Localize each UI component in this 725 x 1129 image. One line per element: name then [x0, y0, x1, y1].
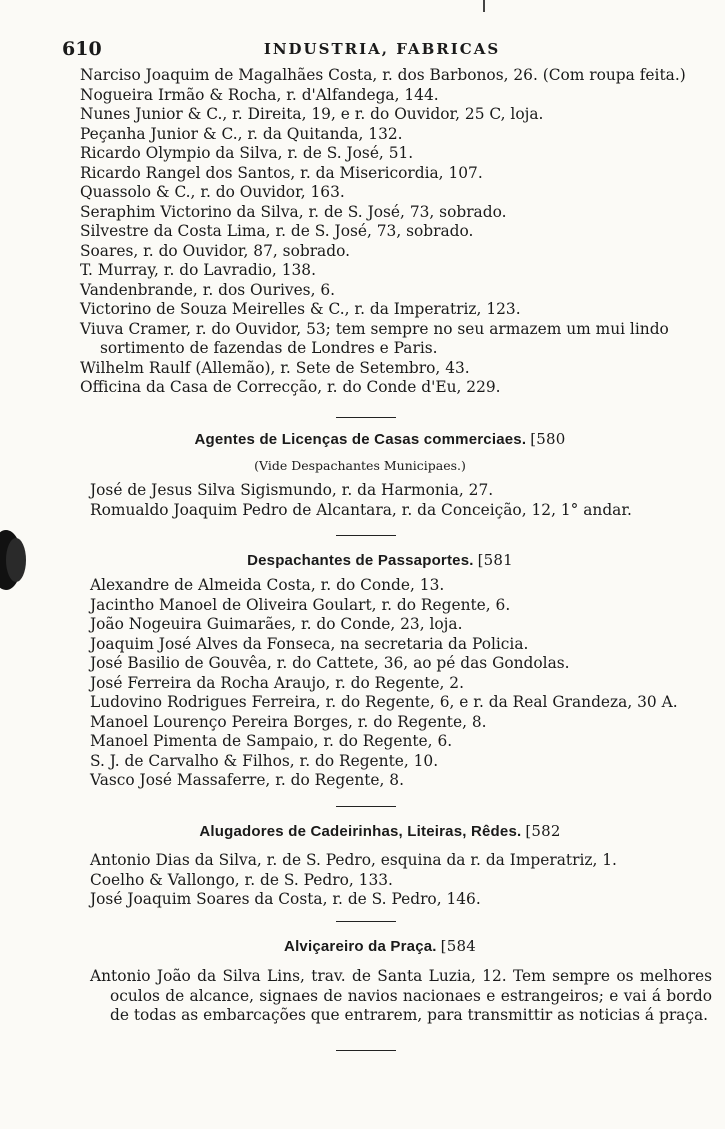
section-heading-582: [100, 822, 660, 840]
section-title: Despachantes de Passaportes.: [247, 552, 474, 569]
section-divider: [336, 417, 396, 418]
section-number: [581: [477, 551, 513, 569]
list-item: Antonio Dias da Silva, r. de S. Pedro, esquina da r. da Imperatriz, 1.: [90, 851, 617, 869]
section-title: Alugadores de Cadeirinhas, Liteiras, Rêdes.: [199, 823, 522, 840]
section-580-list: [90, 481, 720, 520]
list-item: S. J. de Carvalho & Filhos, r. do Regente, 10.: [90, 751, 439, 770]
list-item: Peçanha Junior & C., r. da Quitanda, 132.: [80, 124, 403, 143]
list-item: Coelho & Vallongo, r. de S. Pedro, 133.: [90, 870, 393, 889]
list-item: Joaquim José Alves da Fonseca, na secretaria da Policia.: [90, 634, 529, 653]
list-item: José Ferreira da Rocha Araujo, r. do Regente, 2.: [90, 673, 464, 692]
section-divider: [336, 921, 396, 922]
page-header: [62, 38, 702, 62]
list-item: Vasco José Massaferre, r. do Regente, 8.: [90, 771, 404, 789]
section-number: [580: [530, 430, 566, 448]
list-item: Romualdo Joaquim Pedro de Alcantara, r. da Conceição, 12, 1° andar.: [90, 500, 632, 519]
list-item: João Nogeuira Guimarães, r. do Conde, 23, loja.: [90, 615, 463, 633]
section-title: Alviçareiro da Praça.: [284, 938, 437, 955]
list-item: Soares, r. do Ouvidor, 87, sobrado.: [80, 241, 350, 260]
list-item: Jacintho Manoel de Oliveira Goulart, r. do Regente, 6.: [90, 595, 511, 614]
list-item: Wilhelm Raulf (Allemão), r. Sete de Setembro, 43.: [80, 358, 470, 377]
list-item: T. Murray, r. do Lavradio, 138.: [80, 261, 316, 279]
list-item: Manoel Lourenço Pereira Borges, r. do Regente, 8.: [90, 712, 487, 731]
section-heading-581: [100, 551, 660, 569]
list-item: Ricardo Olympio da Silva, r. de S. José, 51.: [80, 144, 414, 162]
list-item: Vandenbrande, r. dos Ourives, 6.: [80, 280, 336, 299]
list-item: Nunes Junior & C., r. Direita, 19, e r. do Ouvidor, 25 C, loja.: [80, 105, 544, 123]
list-item: Narciso Joaquim de Magalhães Costa, r. dos Barbonos, 26. (Com roupa feita.): [80, 66, 686, 84]
running-head: INDUSTRIA, FABRICAS: [263, 40, 501, 58]
list-item: José de Jesus Silva Sigismundo, r. da Harmonia, 27.: [90, 481, 494, 499]
list-item: José Basilio de Gouvêa, r. do Cattete, 36, ao pé das Gondolas.: [90, 654, 570, 672]
section-number: [582: [525, 822, 561, 840]
list-item: Officina da Casa de Correcção, r. do Conde d'Eu, 229.: [80, 378, 501, 396]
list-item: Quassolo & C., r. do Ouvidor, 163.: [80, 183, 345, 201]
section-divider: [336, 535, 396, 536]
section-heading-580: [100, 430, 660, 448]
section-divider: [336, 1050, 396, 1051]
section-number: [584: [440, 937, 476, 955]
section-582-list: [90, 851, 720, 910]
list-item: Silvestre da Costa Lima, r. de S. José, 73, sobrado.: [80, 222, 474, 240]
section-note: (Vide Despachantes Municipaes.): [254, 458, 466, 473]
top-entry-list: [80, 66, 710, 398]
list-item: Viuva Cramer, r. do Ouvidor, 53; tem sempre no seu armazem um mui lindo sortimento de fazendas de Londres e Paris.: [80, 319, 669, 357]
top-tick-mark: [483, 0, 485, 12]
section-divider: [336, 806, 396, 807]
list-item: Ludovino Rodrigues Ferreira, r. do Regente, 6, e r. da Real Grandeza, 30 A.: [90, 693, 678, 711]
section-title: Agentes de Licenças de Casas commerciaes.: [194, 431, 527, 448]
page-blot-mark: [0, 520, 34, 600]
list-item: Ricardo Rangel dos Santos, r. da Misericordia, 107.: [80, 163, 483, 182]
section-heading-584: [100, 937, 660, 955]
list-item: Alexandre de Almeida Costa, r. do Conde, 13.: [90, 576, 445, 594]
section-584-list: [90, 967, 712, 1026]
list-item: Victorino de Souza Meirelles & C., r. da Imperatriz, 123.: [80, 300, 521, 318]
list-item: Manoel Pimenta de Sampaio, r. do Regente, 6.: [90, 732, 453, 750]
page-number: 610: [62, 38, 102, 60]
list-item: José Joaquim Soares da Costa, r. de S. Pedro, 146.: [90, 890, 481, 908]
section-581-list: [90, 576, 720, 791]
list-item: Nogueira Irmão & Rocha, r. d'Alfandega, 144.: [80, 85, 439, 104]
list-item: Seraphim Victorino da Silva, r. de S. José, 73, sobrado.: [80, 202, 507, 221]
list-item: Antonio João da Silva Lins, trav. de Santa Luzia, 12. Tem sempre os melhores oculos de alcance, signaes de navios nacionaes e estrangeiros; e vai á bordo de todas as embarcações que entrarem, para transmittir as noticias á praça.: [90, 967, 712, 1024]
